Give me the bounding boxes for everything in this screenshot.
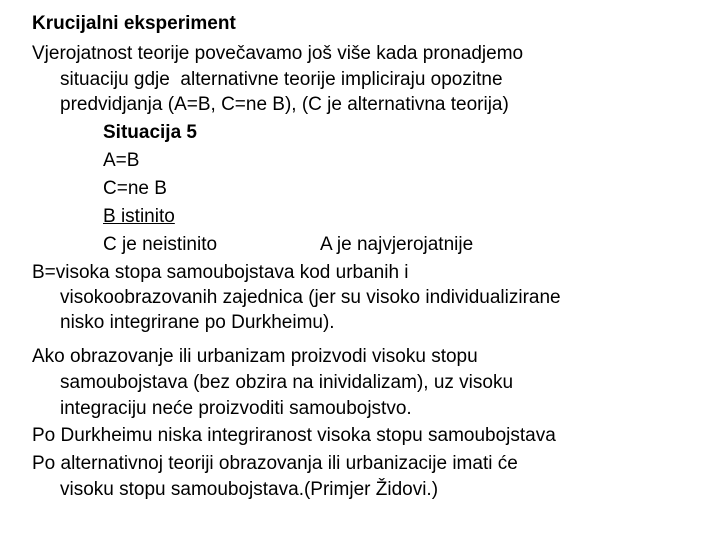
conclusion-line: samoubojstava (bez obzira na inividalizam), uz visoku xyxy=(60,372,514,393)
situation-line: C je neistinito xyxy=(103,234,218,255)
situation-line-right: A je najvjerojatnije xyxy=(320,234,474,255)
situation-line-underlined: B istinito xyxy=(103,206,175,227)
b-definition-line: visokoobrazovanih zajednica (jer su visoko individualizirane xyxy=(60,287,561,308)
intro-line: situaciju gdje alternativne teorije impliciraju opozitne xyxy=(60,69,503,90)
conclusion-line: Po Durkheimu niska integriranost visoka stopu samoubojstava xyxy=(32,425,556,446)
conclusion-line: integraciju neće proizvoditi samoubojstvo. xyxy=(60,398,412,419)
situation-heading: Situacija 5 xyxy=(103,122,197,143)
b-definition-line: nisko integrirane po Durkheimu). xyxy=(60,312,335,333)
intro-line: Vjerojatnost teorije povečavamo još više kada pronadjemo xyxy=(32,43,524,64)
situation-line: A=B xyxy=(103,150,140,171)
conclusion-line: visoku stopu samoubojstava.(Primjer Židovi.) xyxy=(60,479,439,500)
situation-line: C=ne B xyxy=(103,178,167,199)
conclusion-line: Ako obrazovanje ili urbanizam proizvodi visoku stopu xyxy=(32,346,478,367)
intro-line: predvidjanja (A=B, C=ne B), (C je alternativna teorija) xyxy=(60,94,509,115)
conclusion-line: Po alternativnoj teoriji obrazovanja ili urbanizacije imati će xyxy=(32,453,518,474)
slide-title: Krucijalni eksperiment xyxy=(32,13,236,34)
b-definition-line: B=visoka stopa samoubojstava kod urbanih i xyxy=(32,262,409,283)
